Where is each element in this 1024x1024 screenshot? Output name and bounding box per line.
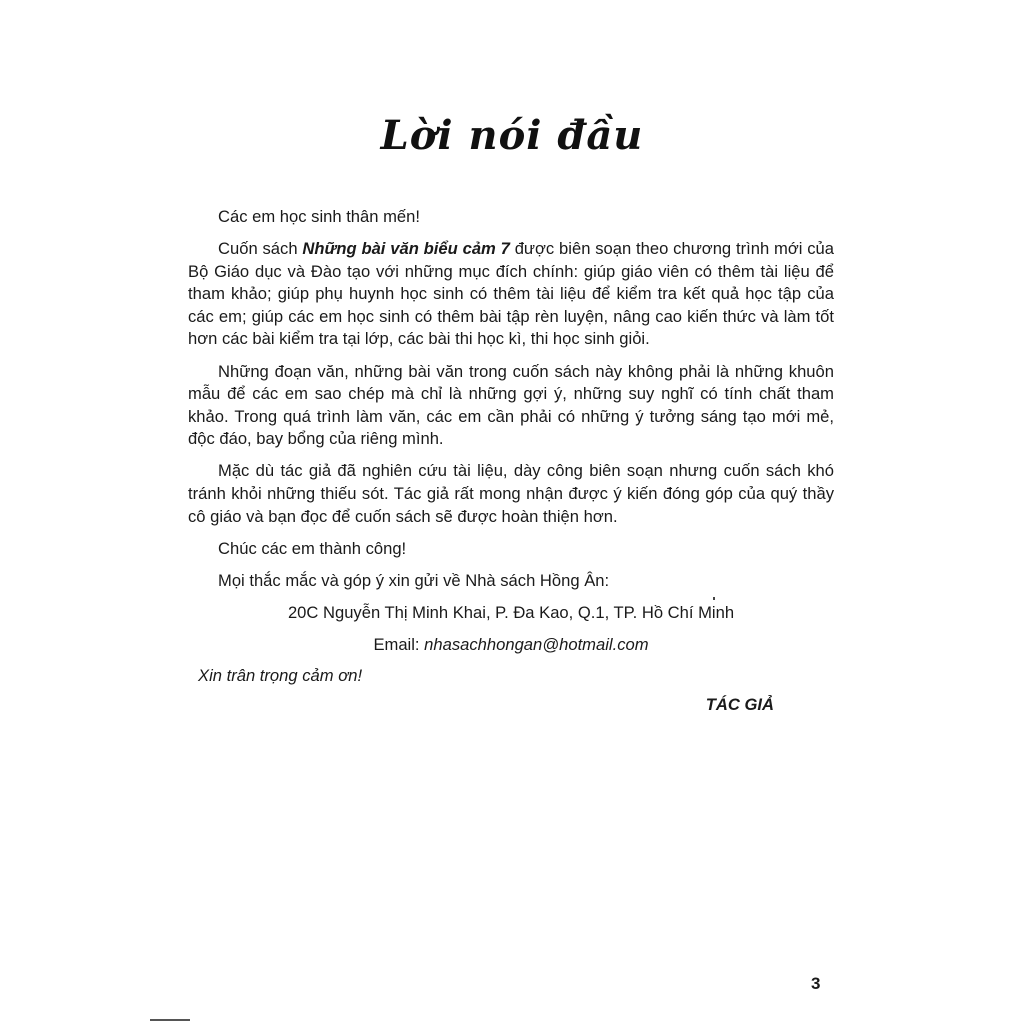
greeting: Các em học sinh thân mến! xyxy=(218,207,420,226)
scan-edge-mark xyxy=(150,1019,190,1021)
paragraph-purpose xyxy=(188,238,834,351)
author-signature: TÁC GIẢ xyxy=(705,694,774,714)
email-line xyxy=(188,634,834,657)
book-title: Những bài văn biểu cảm 7 xyxy=(302,239,510,259)
email-label: Email: xyxy=(373,634,425,654)
ink-speck xyxy=(713,597,715,600)
wish-line: Chúc các em thành công! xyxy=(218,538,407,558)
paragraph-purpose-intro: Cuốn sách xyxy=(218,239,303,259)
address-line: 20C Nguyễn Thị Minh Khai, P. Đa Kao, Q.1, TP. Hồ Chí Minh xyxy=(287,602,735,622)
preface-body xyxy=(188,206,834,726)
page-number: 3 xyxy=(811,974,821,993)
paragraph-purpose-text: được biên soạn theo chương trình mới của Bộ Giáo dục và Đào tạo với những mục đích chính: giúp giáo viên có thêm tài liệu để tham khảo; giúp phụ huynh học sinh có thêm tài liệu để kiểm tra kết quả học tập của các em; giúp các em học sinh có thêm bài tập rèn luyện, nâng cao kiến thức và làm tốt hơn các bài kiểm tra tại lớp, các bài thi học kì, thi học sinh giỏi. xyxy=(188,239,834,349)
contact-intro: Mọi thắc mắc và góp ý xin gửi về Nhà sách Hồng Ân: xyxy=(218,570,610,590)
email-address: nhasachhongan@hotmail.com xyxy=(424,634,649,654)
paragraph-feedback: Mặc dù tác giả đã nghiên cứu tài liệu, dày công biên soạn nhưng cuốn sách khó tránh khỏi những thiếu sót. Tác giả rất mong nhận được ý kiến đóng góp của quý thầy cô giáo và bạn đọc để cuốn sách sẽ được hoàn thiện hơn. xyxy=(188,461,834,526)
paragraph-guidance: Những đoạn văn, những bài văn trong cuốn sách này không phải là những khuôn mẫu để các em sao chép mà chỉ là những gợi ý, những suy nghĩ có tính chất tham khảo. Trong quá trình làm văn, các em cần phải có những ý tưởng sáng tạo mới mẻ, độc đáo, bay bổng của riêng mình. xyxy=(188,361,834,449)
thanks-line: Xin trân trọng cảm ơn! xyxy=(198,666,363,686)
page-title: Lời nói đầu xyxy=(380,112,644,159)
